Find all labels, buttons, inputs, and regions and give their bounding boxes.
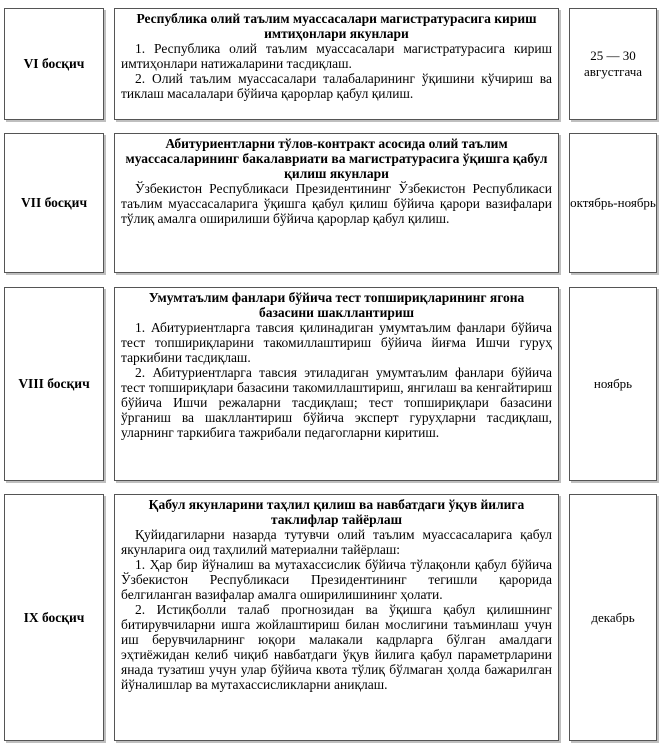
- stage-row: [4, 494, 657, 741]
- stage-description: [114, 494, 559, 741]
- stage-title: Қабул якунларини таҳлил қилиш ва навбатдаги ўқув йилига таклифлар тайёрлаш: [148, 497, 525, 527]
- stage-date: 25 — 30 августгача: [569, 8, 657, 120]
- stage-date: ноябрь: [569, 287, 657, 481]
- stage-date: октябрь-ноябрь: [569, 133, 657, 273]
- stage-row: [4, 287, 657, 481]
- stage-description: [114, 8, 559, 120]
- stage-row: [4, 8, 657, 120]
- stage-label: VIII босқич: [4, 287, 104, 481]
- stage-label: VII босқич: [4, 133, 104, 273]
- stage-paragraph: Ўзбекистон Республикаси Президентининг Ўзбекистон Республикаси таълим муассасаларига ўқишга қабул қилиш бўйича қарори вазифалари тўлиқ амалга оширилиши бўйича қарорлар қабул қилиш.: [121, 181, 552, 226]
- stage-row: [4, 133, 657, 273]
- stage-title: Республика олий таълим муассасалари магистратурасига кириш имтиҳонлари якунлари: [136, 11, 537, 41]
- stage-paragraph: 2. Истиқболли талаб прогнозидан ва ўқишга қабул қилишнинг битирувчиларни ишга жойлаштириш билан мослигини таъминлаш учун иш берувчиларнинг юқори малакали кадрларга бўлган амалдаги эҳтиёжидан келиб чиқиб навбатдаги ўқув йилига қабул параметрларини янада тузатиш учун улар бўйича квота тўлиқ бўлмаган ҳолда бажарилган йўналишлар ва мутахассисликларни аниқлаш.: [121, 602, 552, 692]
- stage-paragraph: 1. Республика олий таълим муассасалари магистратурасига кириш имтиҳонлари натижаларини тасдиқлаш.: [121, 41, 552, 71]
- stage-paragraph: 2. Абитуриентларга тавсия этиладиган умумтаълим фанлари бўйича тест топшириқлари базасини такомиллаштириш, янгилаш ва кенгайтириш бўйича Ишчи режаларни тасдиқлаш; тест топшириқлари базасини ўрганиш ва шакллантириш бўйича эксперт гуруҳларни тасдиқлаш, уларнинг таркибига тажрибали педагогларни киритиш.: [121, 365, 552, 440]
- stage-description: [114, 287, 559, 481]
- stage-description: [114, 133, 559, 273]
- stage-label: IX босқич: [4, 494, 104, 741]
- stage-label: VI босқич: [4, 8, 104, 120]
- stage-paragraph: 1. Абитуриентларга тавсия қилинадиган умумтаълим фанлари бўйича тест топшириқларини такомиллаштириш бўйича йиғма Ишчи гуруҳ таркибини тасдиқлаш.: [121, 320, 552, 365]
- stage-title: Умумтаълим фанлари бўйича тест топшириқларининг ягона базасини шакллантириш: [148, 290, 525, 320]
- stage-title: Абитуриентларни тўлов-контракт асосида олий таълим муассасаларининг бакалавриати ва магистратурасига ўқишга қабул қилиш якунлари: [125, 136, 548, 181]
- stage-date: декабрь: [569, 494, 657, 741]
- stage-paragraph: 2. Олий таълим муассасалари талабаларининг ўқишини кўчириш ва тиклаш масалалари бўйича қарорлар қабул қилиш.: [121, 71, 552, 101]
- stage-paragraph: 1. Ҳар бир йўналиш ва мутахассислик бўйича тўлақонли қабул бўйича Ўзбекистон Республикаси Президентининг тегишли қарорида белгиланган вазифалар амалга оширилишининг ҳолати.: [121, 557, 552, 602]
- stage-paragraph: Қуйидагиларни назарда тутувчи олий таълим муассасаларига қабул якунларига оид таҳлилий материални тайёрлаш:: [121, 527, 552, 557]
